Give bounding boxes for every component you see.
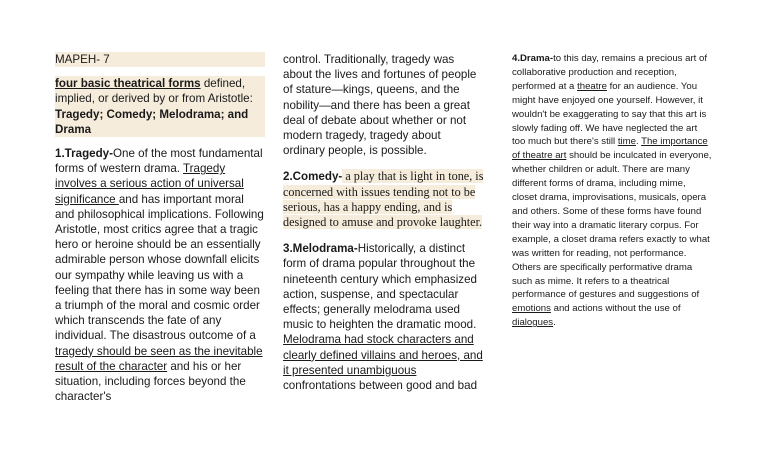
tragedy-text: and has important moral and philosophical implications. Following Aristotle, most critics agree that a tragic hero or heroine should be an essentially admirable person whose downfall elicits our sympathy while leaving us with a feeling that there has in some way been a triumph of the moral and cosmic order which transcends the fate of any individual. The disastrous outcome of a <box>55 192 264 343</box>
melodrama-text: confrontations between good and bad <box>283 379 478 393</box>
spacer <box>283 230 485 241</box>
tragedy-heading: 1.Tragedy- <box>55 147 113 161</box>
comedy-paragraph <box>283 169 485 230</box>
intro-paragraph <box>55 76 265 137</box>
drama-text: for an audience. You might have enjoyed one yourself. However, it wouldn't be exaggerating to say that this art is slowly fading off. We have neglected the art too much but there's still <box>512 80 707 148</box>
drama-text: should be inculcated in everyone, whether children or adult. There are many different forms of drama, including mime, closet drama, improvisations, musicals, opera and others. Some of these forms have found their way into a dramatic literary corpus. For example, a closet drama refers exactly to what was written for reading, not performance. Others are specifically performative drama such as mime. It refers to a theatrical performance of gestures and suggestions of <box>512 150 712 301</box>
tragedy-underlined-1: Tragedy involves a serious action of universal significance <box>55 162 244 206</box>
intro-forms-list: Tragedy; Comedy; Melodrama; and Drama <box>55 107 249 136</box>
spacer <box>283 158 485 169</box>
theatre-link: theatre <box>577 80 607 92</box>
comedy-text: a play that is light in tone, is concerned with issues tending not to be serious, has a happy ending, and is designed to amuse and provoke laughter. <box>283 169 484 230</box>
drama-text: . <box>553 317 556 329</box>
tragedy-text: and his or her situation, including forces beyond the character's <box>55 359 246 404</box>
column-1 <box>55 52 265 404</box>
melodrama-paragraph <box>283 241 485 393</box>
melodrama-underlined: Melodrama had stock characters and clearly defined villains and heroes, and it presented unambiguous <box>283 333 483 377</box>
drama-text: and actions without the use of <box>550 303 681 315</box>
dialogues-underlined: dialogues <box>512 317 554 329</box>
tragedy-text: One of the most fundamental forms of western drama. <box>55 147 263 176</box>
comedy-heading: 2.Comedy- <box>283 170 343 184</box>
tragedy-paragraph <box>55 146 265 404</box>
drama-text: . <box>635 136 642 148</box>
melodrama-heading: 3.Melodrama- <box>283 242 358 256</box>
intro-forms-term: four basic theatrical forms <box>55 77 201 91</box>
tragedy-underlined-2: tragedy should be seen as the inevitable result of the character <box>55 344 263 373</box>
importance-underlined: The importance of theatre art <box>512 136 708 162</box>
emotions-underlined: emotions <box>512 303 551 315</box>
document-title: MAPEH- 7 <box>55 52 265 67</box>
melodrama-text: Historically, a distinct form of drama popular throughout the nineteenth century which emphasized action, suspense, and spectacular effects; generally melodrama used music to heighten the dramatic mood. <box>283 242 477 332</box>
drama-paragraph <box>512 52 712 330</box>
column-3 <box>512 52 712 330</box>
spacer <box>55 137 265 146</box>
time-underlined: time <box>617 136 636 148</box>
drama-text: to this day, remains a precious art of collaborative production and reception, performed at a <box>512 53 707 92</box>
intro-text: defined, implied, or derived by or from Aristotle: <box>55 77 253 106</box>
spacer <box>55 67 265 76</box>
column-2 <box>283 52 485 393</box>
tragedy-continued: control. Traditionally, tragedy was about the lives and fortunes of people of stature—kings, queens, and the nobility—and there has been a great deal of debate about whether or not modern tragedy, tragedy about ordinary people, is possible. <box>283 53 477 158</box>
drama-heading: 4.Drama- <box>512 53 554 64</box>
